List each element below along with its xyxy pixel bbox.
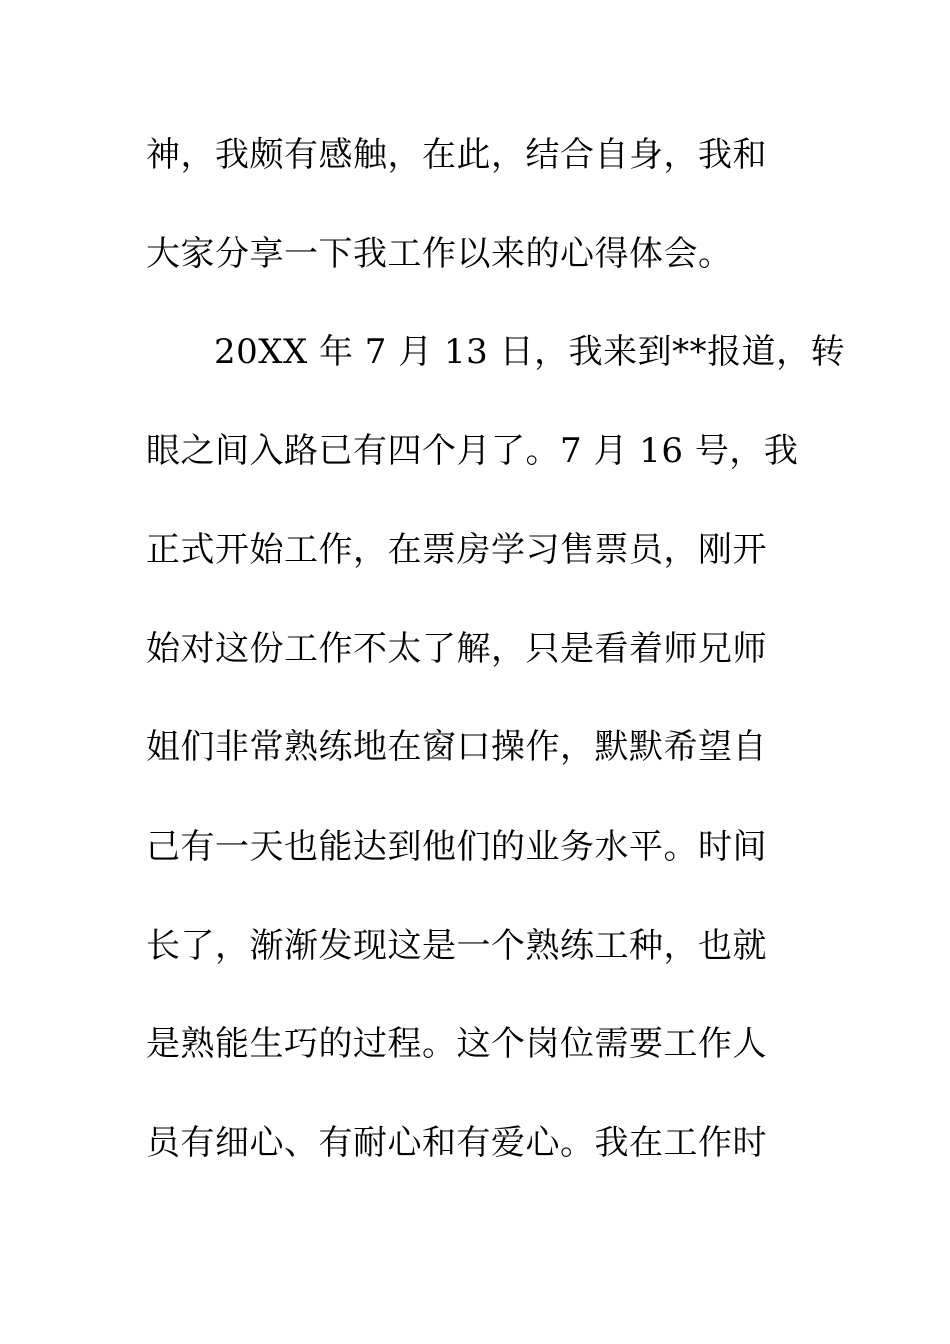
text-line-3-paragraph-start: 20XX 年 7 月 13 日，我来到**报道，转 xyxy=(214,332,846,372)
text-line-2: 大家分享一下我工作以来的心得体会。 xyxy=(146,234,733,274)
text-line-7: 姐们非常熟练地在窗口操作，默默希望自 xyxy=(146,727,767,767)
text-line-5: 正式开始工作，在票房学习售票员，刚开 xyxy=(146,530,767,570)
text-line-4: 眼之间入路已有四个月了。7 月 16 号，我 xyxy=(146,431,799,471)
text-line-9: 长了，渐渐发现这是一个熟练工种，也就 xyxy=(146,926,767,966)
text-line-11: 员有细心、有耐心和有爱心。我在工作时 xyxy=(146,1123,767,1163)
text-line-6: 始对这份工作不太了解，只是看着师兄师 xyxy=(146,629,767,669)
text-line-8: 己有一天也能达到他们的业务水平。时间 xyxy=(146,827,767,867)
text-line-10: 是熟能生巧的过程。这个岗位需要工作人 xyxy=(146,1024,767,1064)
text-line-1: 神，我颇有感触，在此，结合自身，我和 xyxy=(146,135,767,175)
